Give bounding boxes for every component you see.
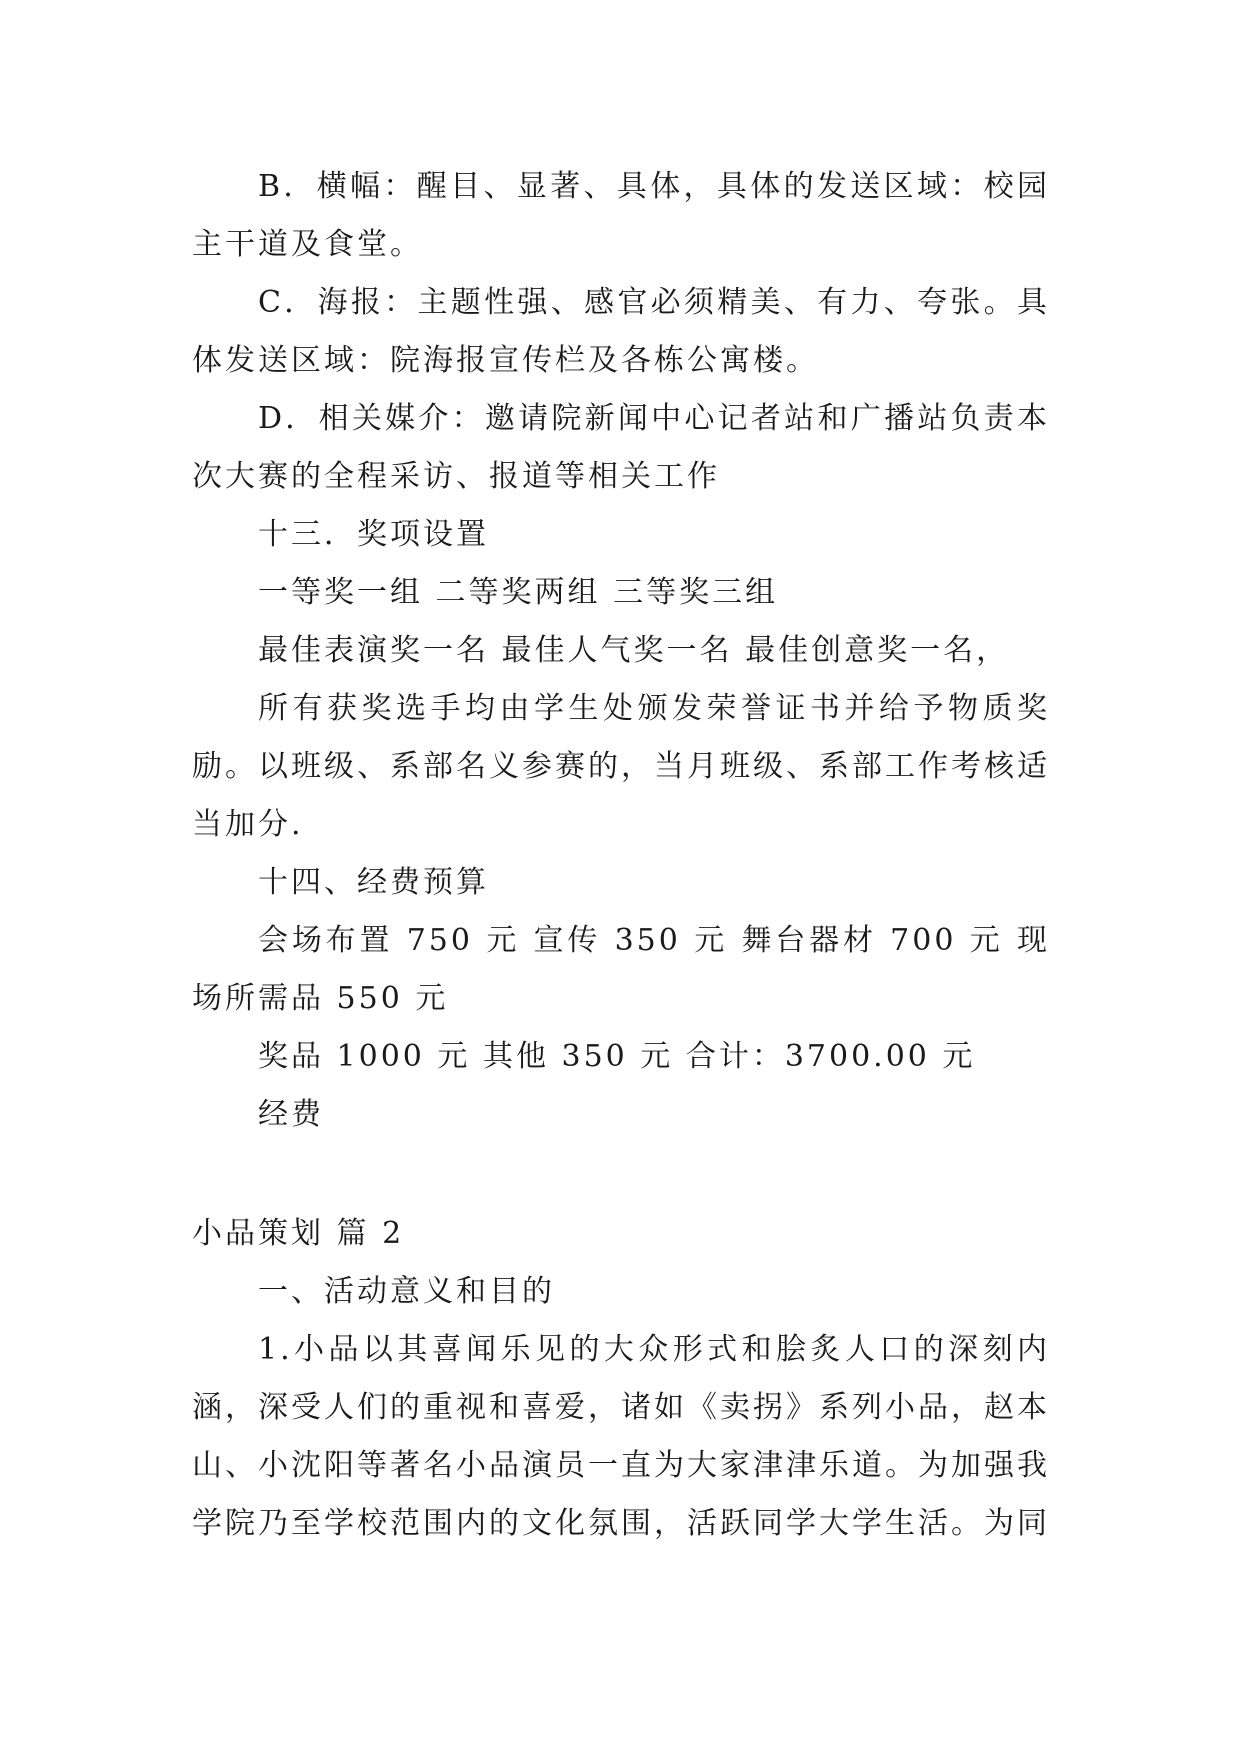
paragraph-budget-total: 奖品 1000 元 其他 350 元 合计：3700.00 元 bbox=[258, 1039, 976, 1074]
paragraph-award-certificates: 所有获奖选手均由学生处颁发荣誉证书并给予物质奖励。以班级、系部名义参赛的，当月班级、系部工作考核适当加分. bbox=[192, 691, 1050, 842]
paragraph-budget-items: 会场布置 750 元 宣传 350 元 舞台器材 700 元 现场所需品 550 元 bbox=[192, 923, 1050, 1016]
heading-purpose: 一、活动意义和目的 bbox=[258, 1274, 555, 1309]
heading-budget: 十四、经费预算 bbox=[258, 865, 489, 900]
paragraph-poster: C．海报：主题性强、感官必须精美、有力、夸张。具体发送区域：院海报宣传栏及各栋公寓楼。 bbox=[192, 285, 1050, 378]
paragraph-purpose-body: 1.小品以其喜闻乐见的大众形式和脍炙人口的深刻内涵，深受人们的重视和喜爱，诸如《卖拐》系列小品，赵本山、小沈阳等著名小品演员一直为大家津津乐道。为加强我学院乃至学校范围内的文化氛围，活跃同学大学生活。为同 bbox=[192, 1332, 1050, 1541]
paragraph-award-groups: 一等奖一组 二等奖两组 三等奖三组 bbox=[258, 575, 779, 610]
paragraph-banner: B．横幅：醒目、显著、具体，具体的发送区域：校园主干道及食堂。 bbox=[192, 169, 1050, 262]
paragraph-media: D．相关媒介：邀请院新闻中心记者站和广播站负责本次大赛的全程采访、报道等相关工作 bbox=[192, 401, 1050, 494]
paragraph-special-awards: 最佳表演奖一名 最佳人气奖一名 最佳创意奖一名， bbox=[258, 633, 1010, 668]
heading-awards: 十三．奖项设置 bbox=[258, 517, 489, 552]
section-two-title: 小品策划 篇 2 bbox=[192, 1216, 405, 1251]
section-two-text bbox=[192, 1205, 1050, 1553]
section-one-text bbox=[192, 158, 1050, 1144]
paragraph-funding: 经费 bbox=[258, 1097, 324, 1132]
